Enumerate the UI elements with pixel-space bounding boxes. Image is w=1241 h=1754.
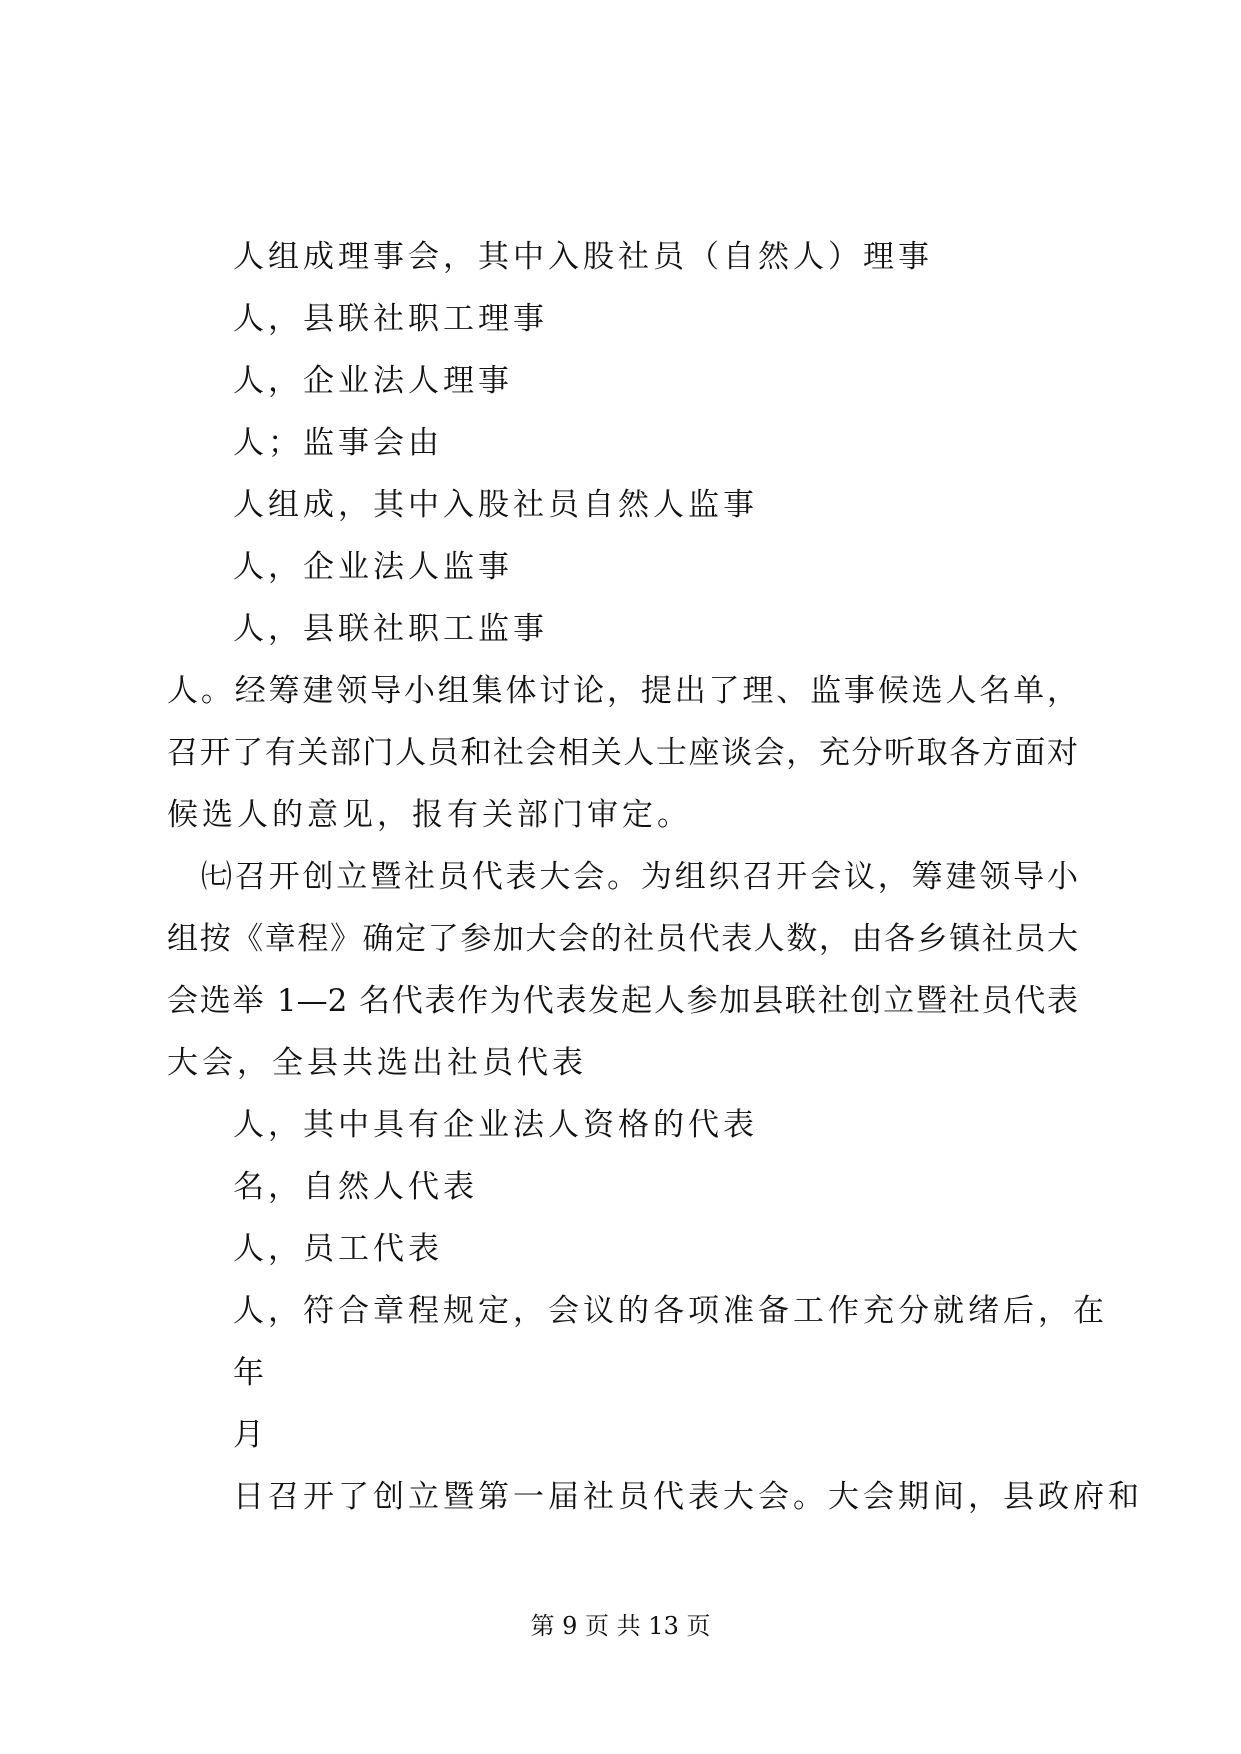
text-line: 人，员工代表 bbox=[233, 1231, 443, 1267]
text-line: 召开了有关部门人员和社会相关人士座谈会，充分听取各方面对 bbox=[167, 735, 1078, 771]
text-line: 年 bbox=[233, 1355, 268, 1391]
text-line: 会选举 1—2 名代表作为代表发起人参加县联社创立暨社员代表 bbox=[167, 983, 1078, 1019]
text-line: 人，企业法人理事 bbox=[233, 363, 513, 399]
text-line: 人组成，其中入股社员自然人监事 bbox=[233, 487, 758, 523]
text-line: 组按《章程》确定了参加大会的社员代表人数，由各乡镇社员大 bbox=[167, 921, 1078, 957]
text-line: 人，县联社职工监事 bbox=[233, 611, 548, 647]
text-line: 人，其中具有企业法人资格的代表 bbox=[233, 1107, 758, 1143]
text-line: 月 bbox=[233, 1417, 268, 1453]
text-line: 人组成理事会，其中入股社员（自然人）理事 bbox=[233, 239, 933, 275]
text-line: 人，企业法人监事 bbox=[233, 549, 513, 585]
text-line: 人，县联社职工理事 bbox=[233, 301, 548, 337]
text-line: 日召开了创立暨第一届社员代表大会。大会期间，县政府和 bbox=[233, 1479, 1143, 1515]
text-line: 人；监事会由 bbox=[233, 425, 443, 461]
text-line: 人。经筹建领导小组集体讨论，提出了理、监事候选人名单， bbox=[167, 673, 1078, 709]
text-line: 大会，全县共选出社员代表 bbox=[167, 1045, 587, 1081]
page-footer: 第 9 页 共 13 页 bbox=[530, 1612, 711, 1640]
text-line: 人，符合章程规定，会议的各项准备工作充分就绪后，在 bbox=[233, 1293, 1108, 1329]
text-line: 名，自然人代表 bbox=[233, 1169, 478, 1205]
text-line: 候选人的意见，报有关部门审定。 bbox=[167, 797, 692, 833]
text-line: ㈦召开创立暨社员代表大会。为组织召开会议，筹建领导小 bbox=[201, 859, 1078, 895]
